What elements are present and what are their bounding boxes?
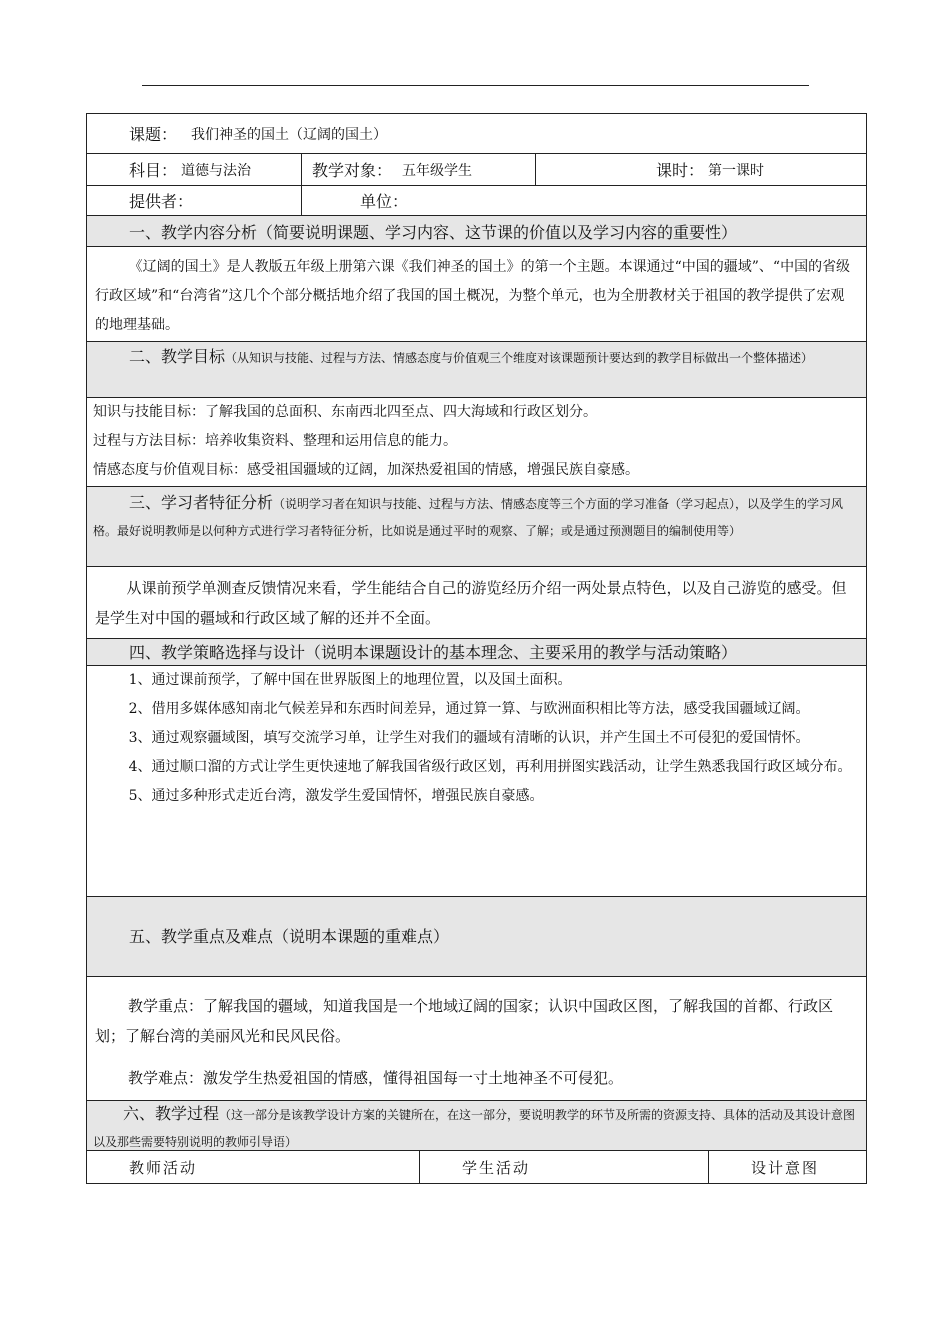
strategy-item: 1、通过课前预学，了解中国在世界版图上的地理位置，以及国土面积。: [128, 672, 572, 688]
process-table-header: [86, 1151, 867, 1184]
section-4-note: （说明本课题设计的基本理念、主要采用的教学与活动策略）: [305, 643, 738, 662]
section-2-note: （从知识与技能、过程与方法、情感态度与价值观三个维度对该课题预计要达到的教学目标做出一个整体描述）: [225, 351, 814, 365]
section-1-body: [86, 247, 867, 342]
section-3-text: 从课前预学单测查反馈情况来看，学生能结合自己的游览经历介绍一两处景点特色，以及自己游览的感受。但是学生对中国的疆域和行政区域了解的还并不全面。: [95, 579, 847, 627]
topic-row: [86, 113, 867, 154]
strategy-item: 4、通过顺口溜的方式让学生更快速地了解我国省级行政区划，再利用拼图实践活动，让学生熟悉我国行政区域分布。: [128, 759, 852, 775]
topic-label: 课题：: [129, 125, 178, 144]
audience-value: 五年级学生: [402, 162, 473, 179]
section-1-note: （简要说明课题、学习内容、这节课的价值以及学习内容的重要性）: [257, 223, 738, 242]
section-6-note: （这一部分是该教学设计方案的关键所在，在这一部分，要说明教学的环节及所需的资源支持、具体的活动及其设计意图以及那些需要特别说明的教师引导语）: [93, 1108, 856, 1149]
section-4-header: [86, 639, 867, 666]
section-3-note: （说明学习者在知识与技能、过程与方法、情感态度等三个方面的学习准备（学习起点），以及学生的学习风格。最好说明教师是以何种方式进行学习者特征分析，比如说是通过平时的观察、了解；或是通过预测题目的编制使用等）: [93, 497, 844, 538]
difficulty-point: 教学难点：激发学生热爱祖国的情感，懂得祖国每一寸土地神圣不可侵犯。: [128, 1069, 624, 1087]
goal-emotion: 情感态度与价值观目标：感受祖国疆域的辽阔，加深热爱祖国的情感，增强民族自豪感。: [93, 462, 639, 478]
col-design-intent: 设计意图: [751, 1158, 820, 1177]
unit-label: 单位：: [360, 192, 409, 211]
subject-label: 科目：: [129, 161, 178, 180]
section-2-body: [86, 398, 867, 487]
period-label: 课时：: [656, 161, 705, 180]
subject-row: [86, 154, 867, 186]
provider-row: [86, 186, 867, 216]
section-2-title: 二、教学目标: [129, 347, 226, 366]
section-4-body: [86, 666, 867, 897]
strategy-item: 5、通过多种形式走近台湾，激发学生爱国情怀，增强民族自豪感。: [128, 788, 544, 804]
key-point: 教学重点：了解我国的疆域，知道我国是一个地域辽阔的国家；认识中国政区图，了解我国的首都、行政区划；了解台湾的美丽风光和民风民俗。: [95, 997, 834, 1045]
section-1-header: [86, 216, 867, 247]
provider-cell: [87, 186, 302, 215]
section-4-title: 四、教学策略选择与设计: [129, 643, 306, 662]
section-6-title: 六、教学过程: [123, 1104, 220, 1123]
section-6-header: [86, 1101, 867, 1151]
topic-value: 我们神圣的国土（辽阔的国土）: [191, 126, 388, 143]
subject-value: 道德与法治: [181, 162, 252, 179]
subject-cell: [87, 154, 302, 185]
unit-cell: [302, 186, 866, 215]
section-5-header: [86, 897, 867, 977]
col-teacher-activity: 教师活动: [87, 1151, 420, 1183]
strategy-item: 2、借用多媒体感知南北气候差异和东西时间差异，通过算一算、与欧洲面积相比等方法，感受我国疆域辽阔。: [128, 701, 810, 717]
section-1-title: 一、教学内容分析: [129, 223, 258, 242]
section-5-title: 五、教学重点及难点: [129, 926, 274, 946]
strategy-item: 3、通过观察疆域图，填写交流学习单，让学生对我们的疆域有清晰的认识，并产生国土不可侵犯的爱国情怀。: [128, 730, 810, 746]
section-3-body: [86, 567, 867, 639]
section-3-header: [86, 487, 867, 567]
section-3-title: 三、学习者特征分析: [129, 493, 274, 512]
section-2-header: [86, 342, 867, 398]
header-rule: [142, 85, 809, 86]
goal-knowledge: 知识与技能目标：了解我国的总面积、东南西北四至点、四大海域和行政区划分。: [93, 404, 597, 420]
provider-label: 提供者：: [129, 192, 194, 211]
audience-label: 教学对象：: [312, 161, 393, 180]
period-value: 第一课时: [708, 162, 765, 179]
section-5-note: （说明本课题的重难点）: [273, 926, 450, 946]
audience-cell: [302, 154, 536, 185]
period-cell: [536, 154, 866, 185]
section-5-body: [86, 977, 867, 1101]
col-student-activity: 学生活动: [420, 1151, 709, 1183]
goal-process: 过程与方法目标：培养收集资料、整理和运用信息的能力。: [93, 433, 457, 449]
lesson-plan-form: [86, 113, 867, 1184]
section-1-text: 《辽阔的国土》是人教版五年级上册第六课《我们神圣的国土》的第一个主题。本课通过“中国的疆域”、“中国的省级行政区域”和“台湾省”这几个个部分概括地介绍了我国的国土概况，为整个单元，也为全册教材关于祖国的教学提供了宏观的地理基础。: [95, 259, 851, 333]
